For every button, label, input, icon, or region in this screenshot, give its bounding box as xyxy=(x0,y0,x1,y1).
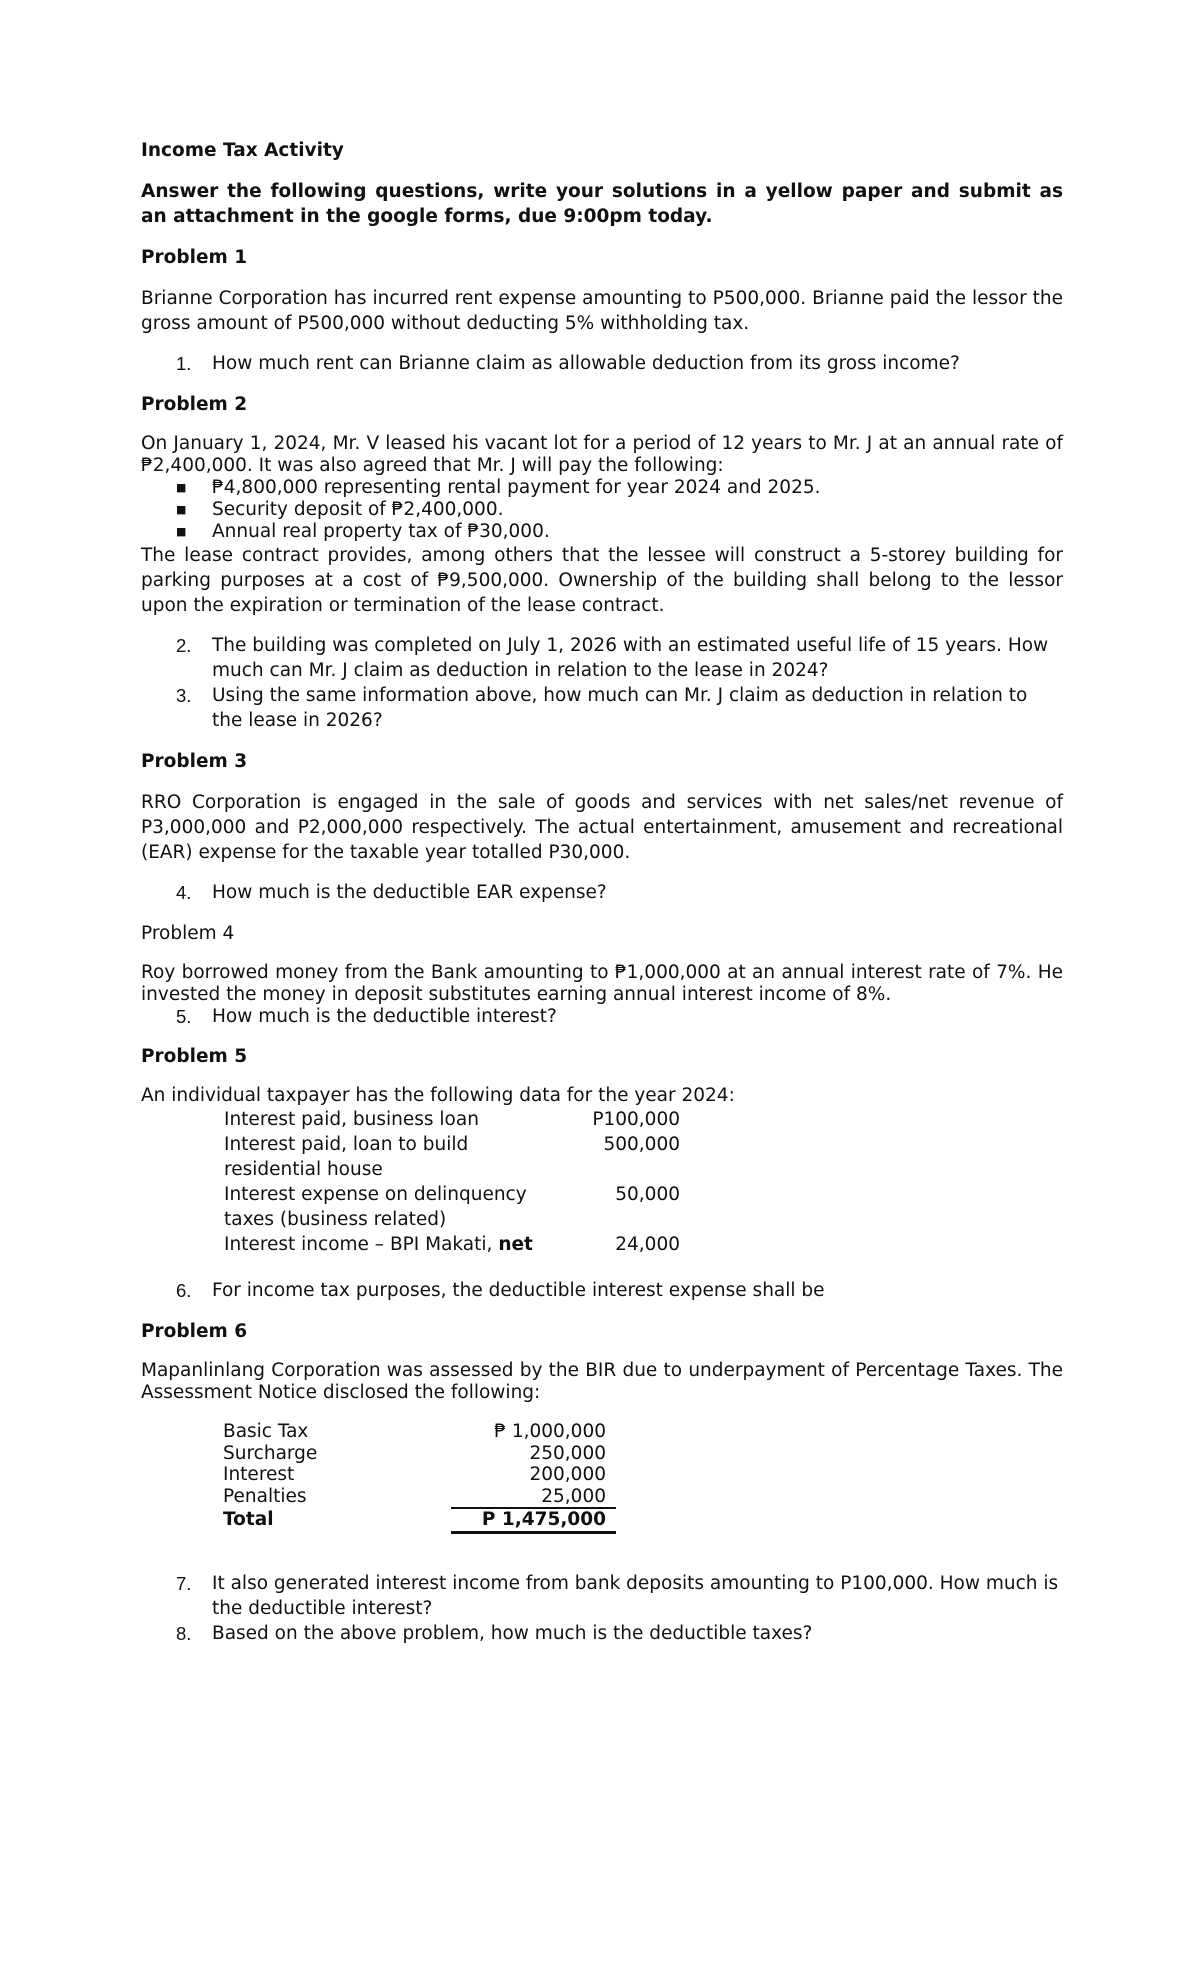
problem-2-intro: On January 1, 2024, Mr. V leased his vacant lot for a period of 12 years to Mr. J at an annual rate of ₱2,400,000. It was also agreed that Mr. J will pay the following: xyxy=(141,433,1063,476)
question-4: 4. How much is the deductible EAR expense? xyxy=(176,882,607,903)
problem-1-questions xyxy=(141,351,1063,376)
problem-6-text: Mapanlinlang Corporation was assessed by the BIR due to underpayment of Percentage Taxes. The Assessment Notice disclosed the following: xyxy=(141,1360,1063,1403)
problem-4-questions xyxy=(141,1006,1063,1028)
problem-2-questions xyxy=(141,633,1063,733)
square-bullet-icon: ■ xyxy=(176,481,187,494)
problem-4-heading: Problem 4 xyxy=(141,923,235,944)
bullet-item: ■ Security deposit of ₱2,400,000. xyxy=(176,499,504,520)
table-row: Interest 200,000 xyxy=(223,1464,606,1485)
table-row: Interest paid, loan to build residential house 500,000 xyxy=(224,1134,680,1180)
question-7: 7. It also generated interest income from bank deposits amounting to P100,000. How much is the deductible interest? xyxy=(176,1572,1059,1619)
question-1: 1. How much rent can Brianne claim as allowable deduction from its gross income? xyxy=(176,353,960,374)
table-row: Interest income – BPI Makati, net 24,000 xyxy=(224,1234,680,1255)
problem-3-questions xyxy=(141,880,1063,905)
table-row: Basic Tax ₱ 1,000,000 xyxy=(223,1421,606,1442)
problem-5-intro: An individual taxpayer has the following data for the year 2024: xyxy=(141,1085,735,1106)
square-bullet-icon: ■ xyxy=(176,503,187,516)
square-bullet-icon: ■ xyxy=(176,525,187,538)
table-row: Surcharge 250,000 xyxy=(223,1442,606,1464)
question-5: 5. How much is the deductible interest? xyxy=(176,1006,557,1027)
document-title: Income Tax Activity xyxy=(141,140,344,161)
problem-1-text: Brianne Corporation has incurred rent expense amounting to P500,000. Brianne paid the lessor the gross amount of P500,000 without deducting 5% withholding tax. xyxy=(141,288,1063,334)
problem-4-text: Roy borrowed money from the Bank amounting to ₱1,000,000 at an annual interest rate of 7%. He invested the money in deposit substitutes earning annual interest income of 8%. xyxy=(141,962,1063,1005)
problem-6-questions xyxy=(141,1571,1063,1646)
assessment-table xyxy=(223,1421,616,1534)
interest-data-table xyxy=(224,1107,680,1257)
problem-2-text: The lease contract provides, among others that the lessee will construct a 5-storey building for parking purposes at a cost of ₱9,500,000. Ownership of the building shall belong to the lessor upon the expiration or termination of the lease contract. xyxy=(141,545,1063,616)
document-page xyxy=(141,138,1063,1646)
instructions: Answer the following questions, write your solutions in a yellow paper and submit as an attachment in the google forms, due 9:00pm today. xyxy=(141,181,1063,227)
table-row: Interest paid, business loan P100,000 xyxy=(224,1109,680,1130)
table-row: Interest expense on delinquency taxes (business related) 50,000 xyxy=(224,1184,680,1230)
bullet-item: ■ Annual real property tax of ₱30,000. xyxy=(176,521,550,542)
question-6: 6. For income tax purposes, the deductible interest expense shall be xyxy=(176,1280,825,1301)
table-row: Penalties 25,000 xyxy=(223,1486,616,1509)
question-8: 8. Based on the above problem, how much is the deductible taxes? xyxy=(176,1622,813,1644)
problem-2-heading: Problem 2 xyxy=(141,394,248,415)
problem-3-heading: Problem 3 xyxy=(141,751,248,772)
problem-3-text: RRO Corporation is engaged in the sale of goods and services with net sales/net revenue of P3,000,000 and P2,000,000 respectively. The actual entertainment, amusement and recreational (EAR) expense for the taxable year totalled P30,000. xyxy=(141,792,1063,863)
problem-5-questions xyxy=(141,1278,1063,1303)
question-3: 3. Using the same information above, how much can Mr. J claim as deduction in relation to the lease in 2026? xyxy=(176,685,1028,731)
problem-1-heading: Problem 1 xyxy=(141,247,248,268)
bullet-item: ■ ₱4,800,000 representing rental payment for year 2024 and 2025. xyxy=(176,477,821,498)
table-total-row: Total P 1,475,000 xyxy=(223,1508,616,1532)
problem-2-bullets xyxy=(141,477,1063,543)
question-2: 2. The building was completed on July 1, 2026 with an estimated useful life of 15 years. How much can Mr. J claim as deduction in relation to the lease in 2024? xyxy=(176,635,1049,681)
problem-5-heading: Problem 5 xyxy=(141,1046,248,1067)
problem-6-heading: Problem 6 xyxy=(141,1321,248,1342)
